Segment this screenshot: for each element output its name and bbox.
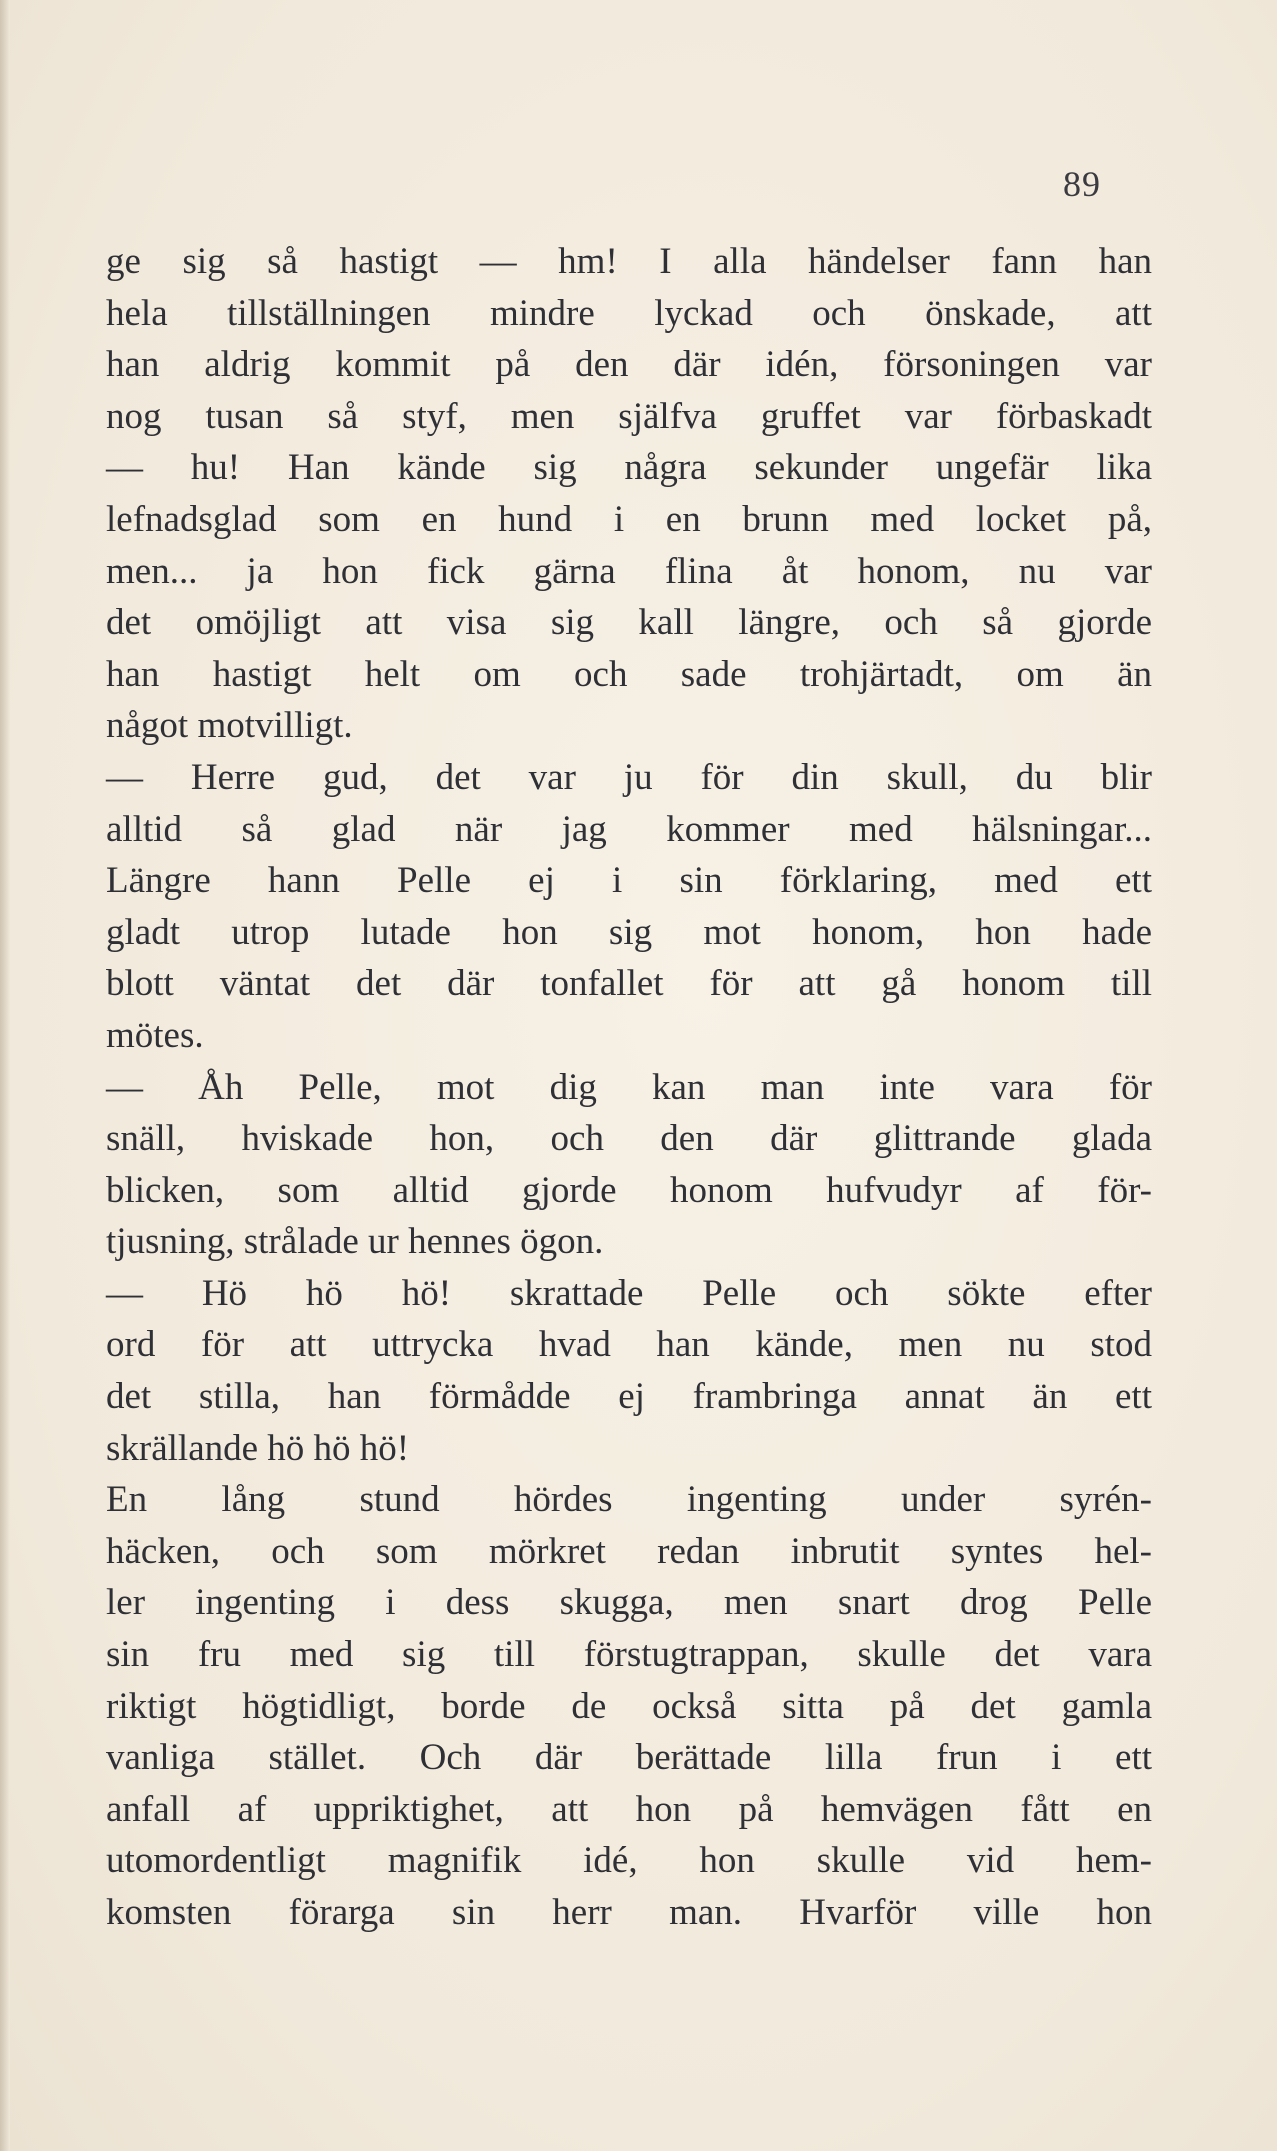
text-line: ler ingenting i dess skugga, men snart drog Pelle — [106, 1582, 1152, 1624]
text-line: han aldrig kommit på den där idén, försoningen var — [106, 344, 1152, 386]
text-line: lefnadsglad som en hund i en brunn med locket på, — [106, 498, 1152, 540]
text-line: gladt utrop lutade hon sig mot honom, hon hade — [106, 911, 1152, 953]
text-line: häcken, och som mörkret redan inbrutit syntes hel- — [106, 1530, 1152, 1572]
text-line: ge sig så hastigt — hm! I alla händelser fann han — [106, 241, 1152, 282]
text-line: vanliga stället. Och där berättade lilla frun i ett — [106, 1737, 1152, 1779]
text-line: det stilla, han förmådde ej frambringa annat än ett — [106, 1376, 1152, 1418]
text-line: En lång stund hördes ingenting under syrén- — [106, 1479, 1152, 1521]
text-line: utomordentligt magnifik idé, hon skulle vid hem- — [106, 1840, 1152, 1882]
text-line: alltid så glad när jag kommer med hälsningar... — [106, 808, 1152, 850]
text-line: snäll, hviskade hon, och den där glittrande glada — [106, 1118, 1152, 1160]
text-line: — Hö hö hö! skrattade Pelle och sökte efter — [106, 1272, 1152, 1314]
page-text-block — [106, 236, 1152, 1939]
text-line: men... ja hon fick gärna flina åt honom, nu var — [106, 550, 1152, 592]
text-line: något motvilligt. — [106, 705, 353, 747]
page-number: 89 — [1063, 164, 1101, 204]
text-line: nog tusan så styf, men själfva gruffet var förbaskadt — [106, 395, 1152, 437]
text-line: han hastigt helt om och sade trohjärtadt, om än — [106, 653, 1152, 695]
text-line: Längre hann Pelle ej i sin förklaring, med ett — [106, 860, 1152, 902]
text-line: riktigt högtidligt, borde de också sitta på det gamla — [106, 1685, 1152, 1727]
text-line: tjusning, strålade ur hennes ögon. — [106, 1221, 604, 1263]
text-line: — Åh Pelle, mot dig kan man inte vara för — [106, 1066, 1152, 1108]
text-line: — Herre gud, det var ju för din skull, du blir — [106, 756, 1152, 798]
text-line: blott väntat det där tonfallet för att gå honom till — [106, 963, 1152, 1005]
text-line: mötes. — [106, 1014, 204, 1056]
text-line: blicken, som alltid gjorde honom hufvudyr af för- — [106, 1169, 1152, 1211]
text-line: skrällande hö hö hö! — [106, 1427, 410, 1469]
text-line: det omöjligt att visa sig kall längre, och så gjorde — [106, 602, 1152, 644]
text-line: hela tillställningen mindre lyckad och önskade, att — [106, 292, 1152, 334]
text-line: anfall af uppriktighet, att hon på hemvägen fått en — [106, 1788, 1152, 1830]
page-left-edge-shadow — [0, 0, 10, 2151]
text-line: komsten förarga sin herr man. Hvarför ville hon — [106, 1892, 1152, 1933]
text-line: ord för att uttrycka hvad han kände, men nu stod — [106, 1324, 1152, 1366]
text-line: sin fru med sig till förstugtrappan, skulle det vara — [106, 1634, 1152, 1676]
text-line: — hu! Han kände sig några sekunder ungefär lika — [106, 447, 1152, 489]
